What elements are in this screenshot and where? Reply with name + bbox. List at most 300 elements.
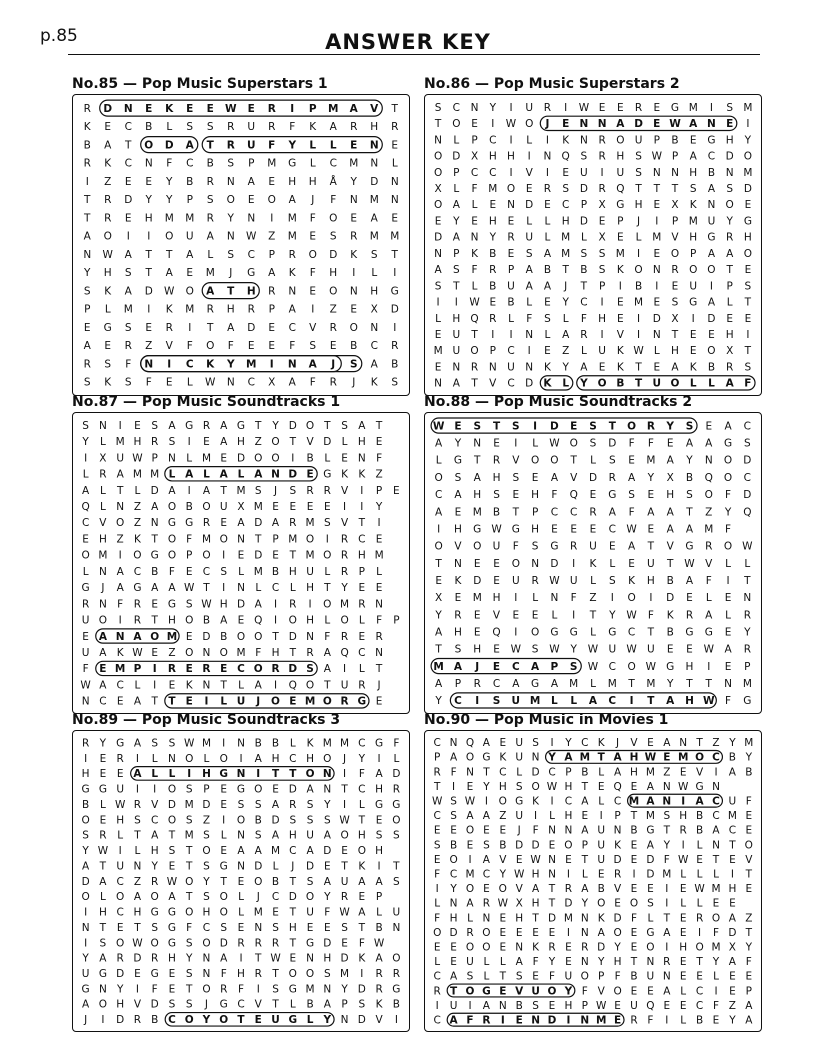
grid-letter: E <box>168 860 176 873</box>
grid-letter: E <box>393 484 400 497</box>
grid-letter: L <box>203 752 210 765</box>
grid-letter: O <box>465 883 475 896</box>
grid-letter: E <box>507 215 515 228</box>
grid-letter: H <box>167 952 176 965</box>
grid-letter: G <box>695 780 704 793</box>
grid-letter: E <box>679 999 687 1012</box>
grid-letter: R <box>289 517 297 530</box>
grid-letter: N <box>597 118 607 131</box>
grid-letter: C <box>492 678 501 691</box>
grid-letter: E <box>82 533 89 546</box>
grid-letter: O <box>219 533 228 546</box>
grid-letter: K <box>165 102 174 115</box>
grid-letter: P <box>186 549 193 562</box>
grid-letter: B <box>745 766 753 779</box>
grid-letter: R <box>340 565 349 578</box>
grid-letter: A <box>482 999 490 1012</box>
grid-letter: G <box>167 921 177 934</box>
grid-letter: E <box>548 839 556 852</box>
grid-letter: R <box>598 150 606 163</box>
grid-letter: O <box>531 780 540 793</box>
grid-letter: S <box>452 264 460 277</box>
grid-letter: S <box>306 875 314 888</box>
grid-letter: C <box>728 824 737 837</box>
grid-letter: E <box>435 574 442 587</box>
grid-letter: S <box>82 419 89 432</box>
grid-letter: I <box>308 598 312 611</box>
found-word-highlight <box>431 418 697 433</box>
grid-letter: A <box>724 420 732 433</box>
grid-letter: B <box>489 247 497 260</box>
grid-letter: O <box>329 212 338 225</box>
grid-letter: T <box>628 678 635 691</box>
grid-letter: U <box>646 970 655 983</box>
grid-letter: K <box>306 737 314 750</box>
grid-letter: R <box>306 484 314 497</box>
grid-letter: H <box>271 647 280 660</box>
grid-letter: I <box>84 906 88 919</box>
grid-letter: L <box>598 766 605 779</box>
grid-letter: S <box>608 454 616 467</box>
grid-letter: Z <box>705 506 713 519</box>
grid-letter: S <box>227 248 235 261</box>
grid-letter: W <box>339 906 350 919</box>
grid-letter: S <box>168 845 176 858</box>
grid-letter: E <box>124 175 132 188</box>
grid-letter: G <box>646 824 655 837</box>
grid-letter: S <box>323 968 331 981</box>
grid-letter: E <box>450 956 457 969</box>
grid-letter: C <box>433 970 441 983</box>
grid-letter: A <box>562 329 570 342</box>
grid-letter: H <box>375 783 384 796</box>
grid-letter: G <box>704 626 713 639</box>
grid-letter: M <box>742 678 752 691</box>
grid-letter: Y <box>562 361 569 374</box>
grid-letter: H <box>613 956 622 969</box>
grid-letter: T <box>324 679 331 692</box>
grid-letter: V <box>306 436 314 449</box>
grid-letter: E <box>237 549 245 562</box>
grid-letter: V <box>370 102 379 115</box>
grid-letter: O <box>219 752 228 765</box>
grid-letter: I <box>572 609 576 622</box>
grid-letter: N <box>357 452 366 465</box>
grid-letter: N <box>707 199 716 212</box>
grid-letter: H <box>357 549 366 562</box>
grid-letter: A <box>449 1014 458 1027</box>
grid-letter: N <box>322 768 332 781</box>
grid-letter: A <box>133 630 142 643</box>
grid-letter: A <box>271 798 280 811</box>
grid-letter: O <box>185 906 194 919</box>
grid-letter: Q <box>646 999 655 1012</box>
grid-letter: O <box>202 983 211 996</box>
grid-letter: E <box>745 970 753 983</box>
grid-letter: U <box>515 751 524 764</box>
grid-letter: T <box>220 484 227 497</box>
grid-letter: D <box>271 814 280 827</box>
grid-letter: L <box>532 437 539 450</box>
grid-letter: I <box>394 1014 398 1027</box>
grid-letter: T <box>151 695 158 708</box>
grid-letter: I <box>726 574 730 587</box>
grid-letter: G <box>743 695 752 708</box>
grid-letter: I <box>118 614 122 627</box>
grid-letter: I <box>655 280 659 293</box>
grid-letter: B <box>206 157 214 170</box>
grid-letter: E <box>745 883 753 896</box>
grid-letter: E <box>341 937 348 950</box>
grid-letter: S <box>185 968 193 981</box>
grid-letter: B <box>616 377 625 390</box>
grid-letter: W <box>166 875 178 888</box>
grid-letter: F <box>324 630 331 643</box>
grid-letter: P <box>203 783 210 796</box>
grid-letter: V <box>515 883 523 896</box>
grid-letter: S <box>272 921 279 934</box>
grid-letter: E <box>116 921 124 934</box>
grid-letter: E <box>525 183 533 196</box>
puzzle-title: No.85 — Pop Music Superstars 1 <box>72 76 328 92</box>
grid-letter: E <box>548 926 556 939</box>
grid-letter: O <box>627 660 636 673</box>
grid-letter: N <box>390 194 399 207</box>
grid-letter: T <box>512 506 520 519</box>
grid-letter: C <box>489 134 497 147</box>
grid-letter: F <box>358 768 365 781</box>
grid-letter: A <box>151 582 159 595</box>
grid-letter: R <box>220 983 228 996</box>
grid-letter: O <box>254 630 263 643</box>
grid-letter: D <box>613 853 622 866</box>
grid-letter: S <box>306 814 314 827</box>
grid-letter: R <box>608 471 616 484</box>
grid-letter: I <box>665 897 669 910</box>
grid-letter: C <box>489 166 497 179</box>
grid-letter: E <box>272 501 279 514</box>
grid-letter: E <box>99 814 107 827</box>
grid-letter: E <box>689 134 697 147</box>
grid-letter: L <box>590 454 596 467</box>
grid-letter: I <box>101 1014 105 1027</box>
grid-letter: F <box>580 312 587 325</box>
grid-letter: C <box>581 737 589 750</box>
grid-letter: M <box>465 868 475 881</box>
grid-letter: E <box>433 853 441 866</box>
grid-letter: M <box>340 737 350 750</box>
grid-letter: D <box>434 231 443 244</box>
grid-letter: G <box>103 321 112 334</box>
grid-letter: E <box>151 647 159 660</box>
grid-letter: O <box>219 1014 229 1027</box>
grid-letter: S <box>185 937 193 950</box>
grid-letter: A <box>466 810 474 823</box>
grid-letter: P <box>133 663 142 676</box>
grid-letter: R <box>743 643 752 656</box>
grid-letter: E <box>630 853 638 866</box>
grid-letter: E <box>185 630 193 643</box>
grid-letter: H <box>725 329 734 342</box>
grid-letter: S <box>598 264 606 277</box>
grid-letter: F <box>309 376 316 389</box>
grid-letter: L <box>598 795 605 808</box>
grid-letter: S <box>531 643 539 656</box>
grid-letter: N <box>115 630 125 643</box>
grid-letter: A <box>482 853 490 866</box>
grid-letter: E <box>254 1014 262 1027</box>
grid-letter: O <box>116 517 125 530</box>
grid-letter: F <box>151 983 158 996</box>
grid-letter: O <box>167 501 177 514</box>
grid-letter: E <box>689 345 697 358</box>
grid-letter: H <box>116 814 125 827</box>
grid-letter: O <box>305 891 315 904</box>
grid-letter: L <box>289 737 296 750</box>
grid-letter: P <box>550 660 559 673</box>
grid-letter: U <box>647 643 655 656</box>
grid-letter: M <box>349 157 359 170</box>
grid-letter: O <box>236 814 246 827</box>
grid-letter: A <box>206 230 214 243</box>
grid-letter: U <box>515 737 524 750</box>
grid-letter: H <box>646 574 655 587</box>
grid-letter: Q <box>743 506 752 519</box>
grid-letter: N <box>202 968 211 981</box>
grid-letter: K <box>116 647 124 660</box>
grid-letter: H <box>306 582 315 595</box>
grid-letter: E <box>745 824 753 837</box>
grid-letter: G <box>150 968 159 981</box>
grid-letter: K <box>104 285 112 298</box>
grid-letter: V <box>492 609 501 622</box>
grid-letter: A <box>550 678 559 691</box>
grid-letter: Q <box>465 737 475 750</box>
grid-letter: E <box>686 643 693 656</box>
grid-letter: C <box>608 695 617 708</box>
grid-letter: S <box>393 829 400 842</box>
grid-letter: W <box>132 937 143 950</box>
grid-letter: N <box>237 582 245 595</box>
grid-letter: L <box>289 998 296 1011</box>
grid-letter: S <box>512 471 520 484</box>
grid-letter: S <box>104 358 112 371</box>
grid-letter: J <box>616 737 620 750</box>
grid-letter: A <box>268 267 276 280</box>
grid-letter: A <box>453 660 463 673</box>
grid-letter: F <box>289 121 296 134</box>
grid-letter: O <box>482 941 491 954</box>
grid-letter: E <box>724 592 732 605</box>
grid-letter: L <box>434 897 441 910</box>
grid-letter: R <box>340 533 349 546</box>
grid-letter: S <box>434 101 442 114</box>
grid-letter: T <box>696 956 703 969</box>
grid-letter: U <box>219 501 228 514</box>
grid-letter: C <box>202 565 211 578</box>
grid-letter: C <box>570 506 578 519</box>
grid-letter: S <box>454 471 462 484</box>
grid-letter: H <box>671 345 679 358</box>
grid-letter: I <box>600 296 604 309</box>
grid-letter: O <box>305 533 315 546</box>
grid-letter: I <box>222 549 226 562</box>
grid-letter: C <box>433 1014 441 1027</box>
grid-letter: A <box>124 248 132 261</box>
grid-letter: Y <box>489 101 496 114</box>
grid-letter: O <box>465 985 475 998</box>
grid-letter: E <box>724 626 732 639</box>
grid-letter: D <box>531 839 540 852</box>
grid-letter: Y <box>729 1014 736 1027</box>
grid-letter: F <box>186 340 193 353</box>
grid-letter: G <box>236 419 246 432</box>
grid-letter: T <box>206 139 214 152</box>
grid-letter: T <box>272 630 279 643</box>
grid-letter: D <box>306 860 315 873</box>
grid-letter: R <box>254 937 262 950</box>
grid-letter: Y <box>666 420 674 433</box>
grid-letter: F <box>551 489 558 502</box>
grid-letter: S <box>272 983 279 996</box>
grid-letter: Z <box>202 814 211 827</box>
grid-letter: R <box>133 598 142 611</box>
grid-letter: G <box>288 983 297 996</box>
grid-letter: I <box>273 679 278 692</box>
grid-letter: C <box>499 766 507 779</box>
grid-letter: W <box>530 853 541 866</box>
grid-letter: Y <box>435 609 442 622</box>
grid-letter: O <box>150 891 159 904</box>
grid-letter: E <box>493 437 500 450</box>
grid-letter: L <box>680 1014 687 1027</box>
grid-letter: R <box>433 766 441 779</box>
grid-letter: I <box>527 345 531 358</box>
grid-letter: D <box>392 768 401 781</box>
grid-letter: S <box>532 999 539 1012</box>
grid-letter: L <box>324 452 331 465</box>
grid-letter: Y <box>647 471 655 484</box>
grid-letter: L <box>581 868 588 881</box>
grid-letter: N <box>652 166 661 179</box>
grid-letter: T <box>145 248 152 261</box>
grid-letter: W <box>651 150 662 163</box>
grid-letter: K <box>562 134 570 147</box>
grid-letter: R <box>306 647 314 660</box>
grid-letter: A <box>613 751 622 764</box>
grid-letter: T <box>99 921 107 934</box>
grid-letter: L <box>82 565 89 578</box>
grid-letter: I <box>393 321 397 334</box>
grid-letter: O <box>253 663 263 676</box>
grid-letter: Q <box>492 626 501 639</box>
grid-letter: H <box>725 134 734 147</box>
grid-letter: M <box>688 101 698 114</box>
grid-letter: O <box>98 614 108 627</box>
grid-letter: X <box>671 199 679 212</box>
grid-letter: H <box>531 897 540 910</box>
grid-letter: I <box>325 533 329 546</box>
grid-letter: R <box>206 212 214 225</box>
grid-letter: C <box>433 737 441 750</box>
grid-letter: Y <box>358 752 366 765</box>
grid-letter: A <box>728 956 736 969</box>
grid-letter: N <box>580 956 589 969</box>
grid-letter: E <box>744 312 752 325</box>
grid-letter: G <box>98 968 107 981</box>
grid-letter: I <box>377 752 381 765</box>
grid-letter: W <box>626 609 637 622</box>
grid-letter: I <box>273 614 278 627</box>
grid-letter: I <box>655 215 659 228</box>
grid-letter: S <box>220 921 228 934</box>
grid-letter: X <box>268 376 276 389</box>
grid-letter: E <box>653 296 661 309</box>
grid-letter: Y <box>226 358 235 371</box>
grid-letter: G <box>531 678 540 691</box>
grid-letter: C <box>168 1014 176 1027</box>
grid-letter: N <box>646 956 655 969</box>
grid-letter: L <box>680 985 687 998</box>
grid-letter: S <box>185 814 193 827</box>
grid-letter: L <box>358 614 365 627</box>
grid-letter: W <box>626 643 637 656</box>
grid-letter: A <box>151 829 159 842</box>
grid-letter: Y <box>203 875 210 888</box>
grid-letter: D <box>743 489 752 502</box>
grid-letter: I <box>377 860 381 873</box>
grid-letter: Y <box>341 582 348 595</box>
grid-letter: T <box>686 506 693 519</box>
grid-letter: G <box>167 906 177 919</box>
grid-letter: B <box>392 998 400 1011</box>
grid-letter: L <box>203 468 210 481</box>
grid-letter: A <box>375 768 383 781</box>
grid-letter: T <box>647 695 655 708</box>
grid-letter: E <box>532 970 539 983</box>
grid-letter: E <box>454 420 462 433</box>
grid-letter: R <box>237 937 245 950</box>
grid-letter: N <box>271 468 280 481</box>
grid-letter: Y <box>565 737 572 750</box>
grid-letter: F <box>82 663 89 676</box>
grid-letter: O <box>670 377 680 390</box>
grid-letter: E <box>663 751 671 764</box>
grid-letter: C <box>186 157 194 170</box>
grid-letter: R <box>391 121 399 134</box>
grid-letter: A <box>82 998 90 1011</box>
grid-letter: E <box>145 175 153 188</box>
grid-letter: Y <box>82 436 89 449</box>
grid-letter: V <box>165 340 173 353</box>
grid-letter: A <box>370 358 378 371</box>
grid-letter: J <box>331 358 336 371</box>
grid-letter: R <box>81 598 90 611</box>
grid-letter: O <box>627 420 637 433</box>
grid-letter: A <box>663 926 671 939</box>
grid-letter: Z <box>375 468 383 481</box>
grid-letter: W <box>703 643 714 656</box>
grid-letter: E <box>565 956 572 969</box>
grid-letter: S <box>608 574 616 587</box>
grid-letter: A <box>99 679 107 692</box>
grid-letter: E <box>145 102 153 115</box>
grid-letter: K <box>616 345 624 358</box>
grid-letter: E <box>186 267 194 280</box>
grid-letter: T <box>635 361 642 374</box>
grid-letter: N <box>237 737 245 750</box>
grid-letter: E <box>433 824 441 837</box>
